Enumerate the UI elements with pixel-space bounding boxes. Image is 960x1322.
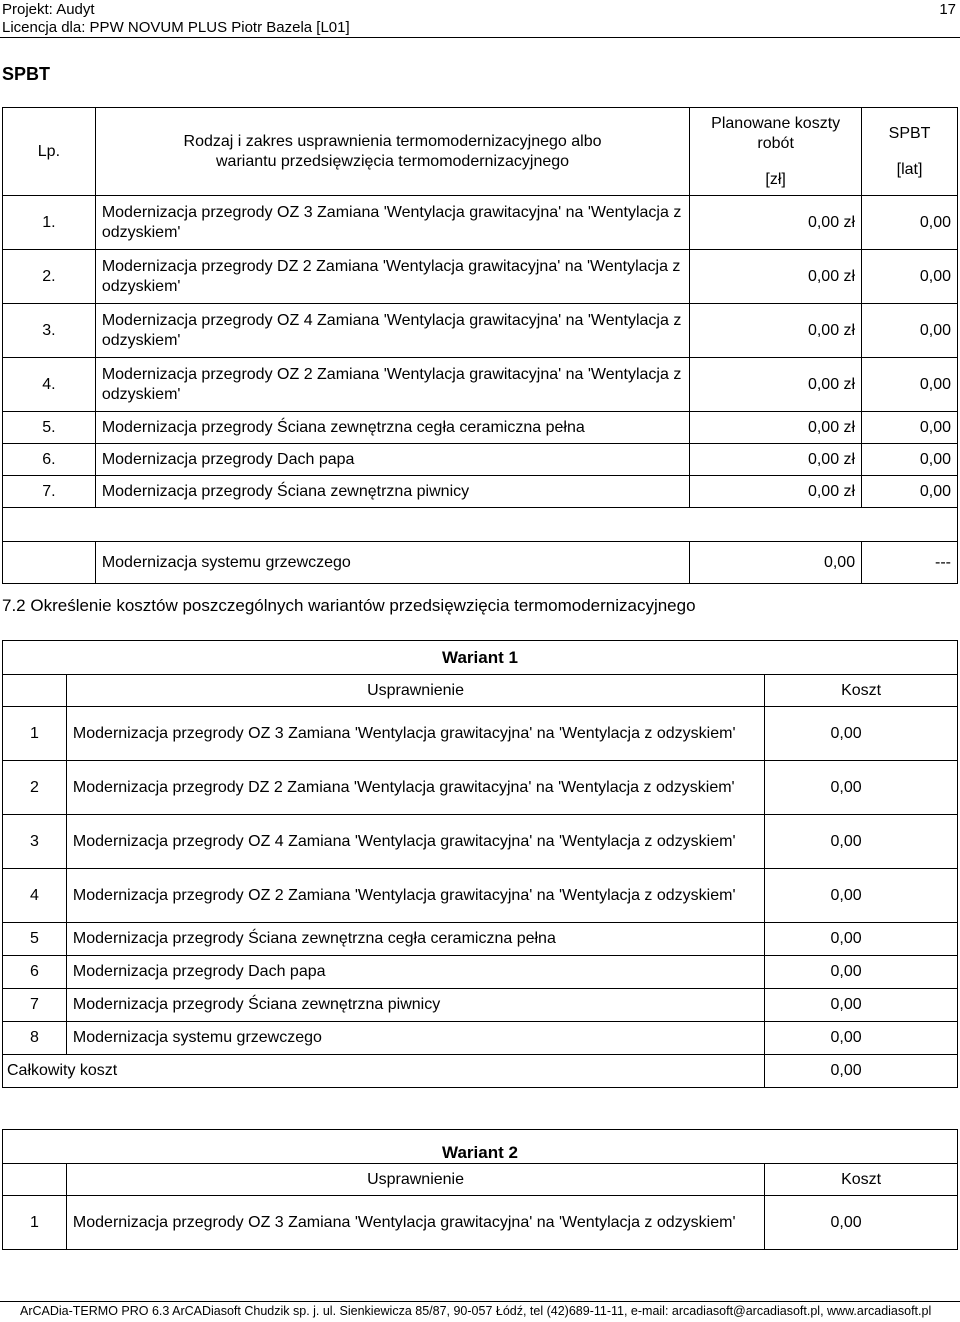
table-row bbox=[3, 250, 958, 304]
row-spbt: 0,00 bbox=[862, 250, 958, 304]
row-lp: 1. bbox=[3, 196, 96, 250]
row-number: 4 bbox=[3, 869, 67, 923]
table-row bbox=[3, 1022, 958, 1055]
table-row bbox=[3, 476, 958, 508]
table-row bbox=[3, 869, 958, 923]
row-spbt: 0,00 bbox=[862, 476, 958, 508]
row-cost: 0,00 bbox=[765, 923, 958, 956]
row-lp: 7. bbox=[3, 476, 96, 508]
page-number: 17 bbox=[939, 1, 956, 18]
spacer-row bbox=[3, 508, 958, 542]
wariant2-col-usprawnienie: Usprawnienie bbox=[66, 1164, 764, 1196]
wariant1-table bbox=[2, 640, 958, 1088]
row-desc: Modernizacja przegrody DZ 2 Zamiana 'Wentylacja grawitacyjna' na 'Wentylacja z odzyskiem' bbox=[66, 761, 764, 815]
col-cost-header bbox=[690, 108, 862, 196]
table-row bbox=[3, 923, 958, 956]
row-spbt: 0,00 bbox=[862, 304, 958, 358]
table-row bbox=[3, 196, 958, 250]
project-name: Projekt: Audyt bbox=[2, 1, 95, 18]
header-divider bbox=[0, 37, 960, 38]
row-desc: Modernizacja przegrody OZ 3 Zamiana 'Wentylacja grawitacyjna' na 'Wentylacja z odzyskiem' bbox=[95, 196, 689, 250]
spbt-header-row bbox=[3, 108, 958, 196]
wariant2-title-row bbox=[3, 1130, 958, 1164]
wariant2-header-row bbox=[3, 1164, 958, 1196]
row-number: 1 bbox=[3, 1196, 67, 1250]
table-row bbox=[3, 444, 958, 476]
spbt-table bbox=[2, 107, 958, 584]
total-label: Całkowity koszt bbox=[3, 1055, 765, 1088]
table-row bbox=[3, 304, 958, 358]
col-spbt-label: SPBT bbox=[888, 125, 931, 142]
total-row bbox=[3, 1055, 958, 1088]
row-spbt: 0,00 bbox=[862, 444, 958, 476]
license-info: Licencja dla: PPW NOVUM PLUS Piotr Bazela [L01] bbox=[2, 19, 350, 36]
system-spbt: --- bbox=[862, 542, 958, 584]
system-desc: Modernizacja systemu grzewczego bbox=[95, 542, 689, 584]
row-lp: 4. bbox=[3, 358, 96, 412]
row-cost: 0,00 zł bbox=[690, 412, 862, 444]
wariant1-title-row bbox=[3, 641, 958, 675]
system-row bbox=[3, 542, 958, 584]
footer-divider bbox=[0, 1301, 960, 1302]
row-number: 8 bbox=[3, 1022, 67, 1055]
footer-text: ArCADia-TERMO PRO 6.3 ArCADiasoft Chudzik sp. j. ul. Sienkiewicza 85/87, 90-057 Łódź, tel (42)689-11-11, e-mail: arcadiasoft@arcadiasoft.pl, www.arcadiasoft.pl bbox=[20, 1304, 932, 1318]
row-desc: Modernizacja przegrody OZ 4 Zamiana 'Wentylacja grawitacyjna' na 'Wentylacja z odzyskiem' bbox=[95, 304, 689, 358]
table-row bbox=[3, 1196, 958, 1250]
col-lp-header: Lp. bbox=[3, 108, 96, 196]
col-spbt-header bbox=[862, 108, 958, 196]
row-cost: 0,00 zł bbox=[690, 358, 862, 412]
wariant1-col-koszt: Koszt bbox=[765, 675, 958, 707]
row-cost: 0,00 bbox=[765, 869, 958, 923]
row-cost: 0,00 zł bbox=[690, 196, 862, 250]
row-lp: 2. bbox=[3, 250, 96, 304]
row-desc: Modernizacja przegrody Ściana zewnętrzna piwnicy bbox=[95, 476, 689, 508]
wariant1-title: Wariant 1 bbox=[3, 641, 958, 675]
col-desc-header: Rodzaj i zakres usprawnienia termomodernizacyjnego albo wariantu przedsięwzięcia termomodernizacyjnego bbox=[95, 108, 689, 196]
row-desc: Modernizacja przegrody OZ 3 Zamiana 'Wentylacja grawitacyjna' na 'Wentylacja z odzyskiem' bbox=[66, 707, 764, 761]
row-desc: Modernizacja przegrody Dach papa bbox=[95, 444, 689, 476]
row-number: 1 bbox=[3, 707, 67, 761]
row-cost: 0,00 zł bbox=[690, 304, 862, 358]
wariant2-blank-header bbox=[3, 1164, 67, 1196]
row-desc: Modernizacja przegrody Dach papa bbox=[66, 956, 764, 989]
row-desc: Modernizacja przegrody OZ 4 Zamiana 'Wentylacja grawitacyjna' na 'Wentylacja z odzyskiem' bbox=[66, 815, 764, 869]
spacer-cell bbox=[3, 508, 958, 542]
wariant1-col-usprawnienie: Usprawnienie bbox=[66, 675, 764, 707]
row-cost: 0,00 bbox=[765, 707, 958, 761]
row-desc: Modernizacja przegrody OZ 2 Zamiana 'Wentylacja grawitacyjna' na 'Wentylacja z odzyskiem' bbox=[95, 358, 689, 412]
row-lp: 6. bbox=[3, 444, 96, 476]
row-cost: 0,00 bbox=[765, 761, 958, 815]
row-cost: 0,00 zł bbox=[690, 476, 862, 508]
row-cost: 0,00 bbox=[765, 1196, 958, 1250]
table-row bbox=[3, 815, 958, 869]
row-number: 3 bbox=[3, 815, 67, 869]
row-spbt: 0,00 bbox=[862, 196, 958, 250]
wariant1-header-row bbox=[3, 675, 958, 707]
row-desc: Modernizacja przegrody Ściana zewnętrzna piwnicy bbox=[66, 989, 764, 1022]
total-value: 0,00 bbox=[765, 1055, 958, 1088]
row-cost: 0,00 zł bbox=[690, 250, 862, 304]
row-desc: Modernizacja systemu grzewczego bbox=[66, 1022, 764, 1055]
col-cost-unit: [zł] bbox=[765, 171, 786, 188]
table-row bbox=[3, 707, 958, 761]
row-number: 2 bbox=[3, 761, 67, 815]
row-cost: 0,00 bbox=[765, 956, 958, 989]
system-cost: 0,00 bbox=[690, 542, 862, 584]
row-spbt: 0,00 bbox=[862, 412, 958, 444]
row-cost: 0,00 zł bbox=[690, 444, 862, 476]
system-lp bbox=[3, 542, 96, 584]
row-desc: Modernizacja przegrody Ściana zewnętrzna cegła ceramiczna pełna bbox=[66, 923, 764, 956]
wariant1-blank-header bbox=[3, 675, 67, 707]
row-lp: 5. bbox=[3, 412, 96, 444]
table-row bbox=[3, 761, 958, 815]
row-desc: Modernizacja przegrody OZ 3 Zamiana 'Wentylacja grawitacyjna' na 'Wentylacja z odzyskiem' bbox=[66, 1196, 764, 1250]
table-row bbox=[3, 956, 958, 989]
row-desc: Modernizacja przegrody Ściana zewnętrzna cegła ceramiczna pełna bbox=[95, 412, 689, 444]
table-row bbox=[3, 412, 958, 444]
row-cost: 0,00 bbox=[765, 815, 958, 869]
row-number: 6 bbox=[3, 956, 67, 989]
table-row bbox=[3, 358, 958, 412]
col-spbt-unit: [lat] bbox=[896, 161, 923, 178]
table-row bbox=[3, 989, 958, 1022]
section-72-title: 7.2 Określenie kosztów poszczególnych wariantów przedsięwzięcia termomodernizacyjnego bbox=[2, 596, 696, 615]
row-desc: Modernizacja przegrody OZ 2 Zamiana 'Wentylacja grawitacyjna' na 'Wentylacja z odzyskiem' bbox=[66, 869, 764, 923]
wariant2-col-koszt: Koszt bbox=[765, 1164, 958, 1196]
row-desc: Modernizacja przegrody DZ 2 Zamiana 'Wentylacja grawitacyjna' na 'Wentylacja z odzyskiem' bbox=[95, 250, 689, 304]
row-number: 5 bbox=[3, 923, 67, 956]
row-spbt: 0,00 bbox=[862, 358, 958, 412]
row-number: 7 bbox=[3, 989, 67, 1022]
section-title: SPBT bbox=[2, 64, 51, 84]
row-lp: 3. bbox=[3, 304, 96, 358]
row-cost: 0,00 bbox=[765, 989, 958, 1022]
col-cost-label: Planowane koszty robót bbox=[711, 115, 841, 152]
wariant2-table bbox=[2, 1129, 958, 1250]
row-cost: 0,00 bbox=[765, 1022, 958, 1055]
wariant2-title: Wariant 2 bbox=[3, 1130, 958, 1164]
